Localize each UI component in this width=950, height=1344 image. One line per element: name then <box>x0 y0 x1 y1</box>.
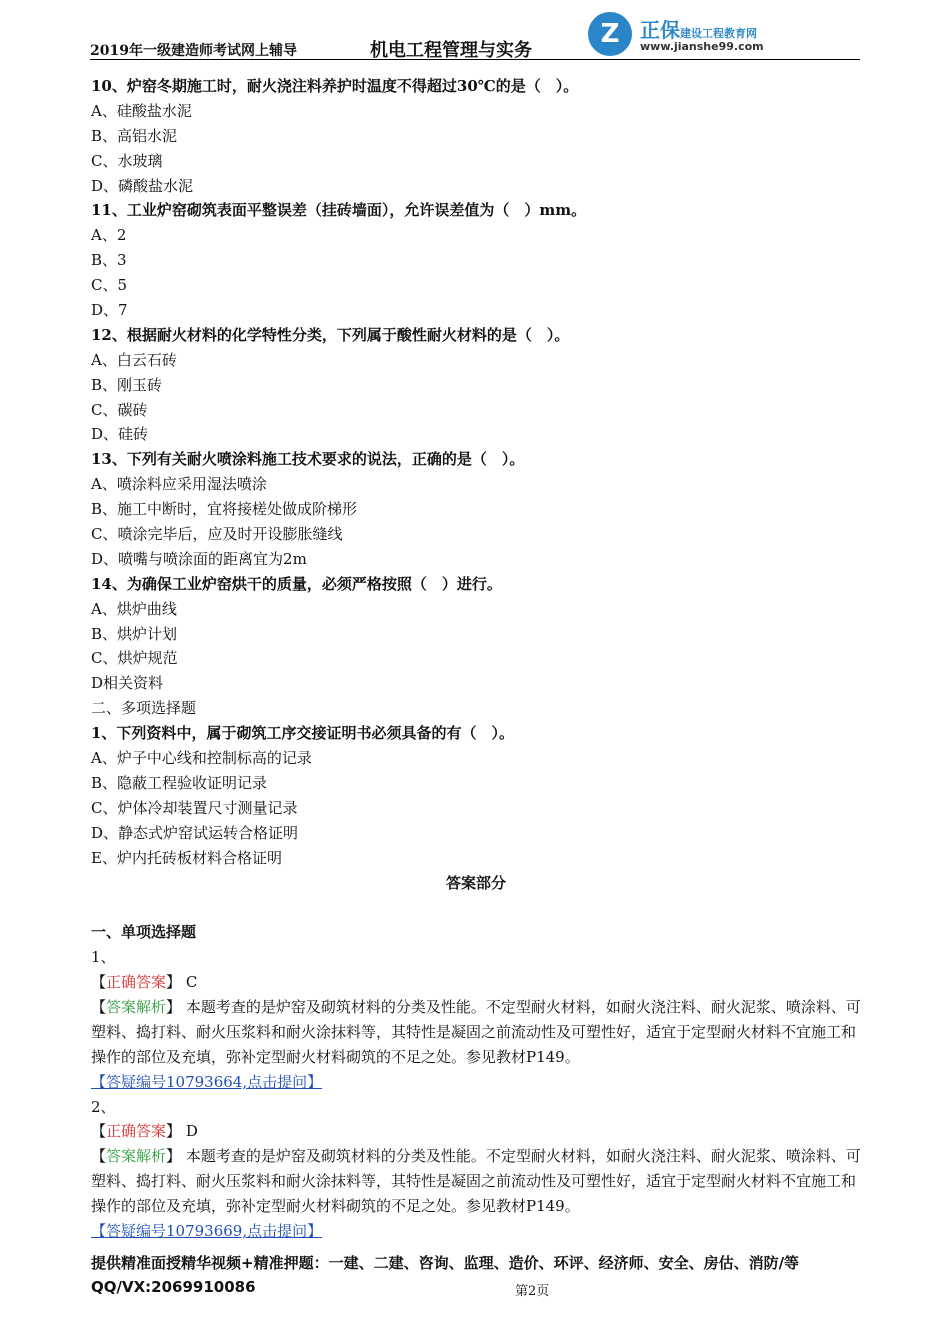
correct-answer-row: 【正确答案】 C <box>91 973 198 992</box>
option: A、烘炉曲线 <box>91 599 177 618</box>
page-footer <box>91 1252 861 1299</box>
option: C、5 <box>91 276 128 295</box>
correct-answer-value: C <box>185 973 198 992</box>
logo-brand <box>640 14 757 43</box>
document-body <box>91 74 861 1244</box>
option: C、炉体冷却装置尺寸测量记录 <box>91 798 298 817</box>
header-subject-title: 机电工程管理与实务 <box>370 40 532 61</box>
answers-section-title: 一、单项选择题 <box>91 923 197 942</box>
correct-answer-label: 正确答案 <box>106 1122 167 1141</box>
ask-question-link[interactable]: 【答疑编号10793664,点击提问】 <box>91 1072 323 1091</box>
logo-subtitle: 建设工程教育网 <box>680 27 757 40</box>
option: B、3 <box>91 251 127 270</box>
option: C、碳砖 <box>91 400 148 419</box>
question-stem: 10、炉窑冬期施工时，耐火浇注料养护时温度不得超过30℃的是（ ）。 <box>91 77 579 95</box>
option: B、施工中断时，宜将接槎处做成阶梯形 <box>91 500 358 519</box>
question-stem: 12、根据耐火材料的化学特性分类，下列属于酸性耐火材料的是（ ）。 <box>91 325 570 344</box>
option: D相关资料 <box>91 674 164 693</box>
option: D、磷酸盐水泥 <box>91 176 194 195</box>
option: A、硅酸盐水泥 <box>91 101 192 120</box>
option: D、喷嘴与喷涂面的距离宜为2m <box>91 549 307 568</box>
correct-answer-row: 【正确答案】 D <box>91 1122 198 1141</box>
option: E、炉内托砖板材料合格证明 <box>91 848 282 867</box>
question-stem: 14、为确保工业炉窑烘干的质量，必须严格按照（ ）进行。 <box>91 574 502 593</box>
analysis-text: 本题考查的是炉窑及砌筑材料的分类及性能。不定型耐火材料，如耐火浇注料、耐火泥浆、喷涂料、可塑料、捣打料、耐火压浆料和耐火涂抹料等，其特性是凝固之前流动性及可塑性好，适宜于定型耐火材料不宜施工和操作的部位及充填，弥补定型耐火材料砌筑的不足之处。参见教材P149。 <box>91 1147 861 1216</box>
option: C、喷涂完毕后，应及时开设膨胀缝线 <box>91 525 343 544</box>
header-course-title: 2019年一级建造师考试网上辅导 <box>90 43 297 59</box>
brand-logo[interactable] <box>588 12 778 62</box>
analysis-label: 答案解析 <box>106 1147 167 1166</box>
option: C、烘炉规范 <box>91 649 178 668</box>
option: B、刚玉砖 <box>91 375 163 394</box>
question-stem: 1、下列资料中，属于砌筑工序交接证明书必须具备的有（ ）。 <box>91 724 514 743</box>
option: B、烘炉计划 <box>91 624 178 643</box>
correct-answer-value: D <box>185 1122 198 1141</box>
logo-brand-name: 正保 <box>640 18 680 42</box>
option: A、白云石砖 <box>91 350 177 369</box>
question-stem: 13、下列有关耐火喷涂料施工技术要求的说法，正确的是（ ）。 <box>91 450 525 469</box>
option: C、水玻璃 <box>91 151 163 170</box>
option: B、隐蔽工程验收证明记录 <box>91 773 268 792</box>
analysis-text: 本题考查的是炉窑及砌筑材料的分类及性能。不定型耐火材料，如耐火浇注料、耐火泥浆、喷涂料、可塑料、捣打料、耐火压浆料和耐火涂抹料等，其特性是凝固之前流动性及可塑性好，适宜于定型耐火材料不宜施工和操作的部位及充填，弥补定型耐火材料砌筑的不足之处。参见教材P149。 <box>91 997 861 1066</box>
option: D、7 <box>91 301 128 320</box>
footer-ad: 提供精准面授精华视频+精准押题：一建、二建、咨询、监理、造价、环评、经济师、安全、房估、消防/等 <box>91 1254 800 1272</box>
option: D、静态式炉窑试运转合格证明 <box>91 823 299 842</box>
correct-answer-label: 正确答案 <box>106 973 167 992</box>
logo-mark-icon: Z <box>588 12 632 56</box>
option: B、高铝水泥 <box>91 126 178 145</box>
answer-number: 1、 <box>91 948 116 967</box>
option: A、炉子中心线和控制标高的记录 <box>91 749 312 768</box>
option: D、硅砖 <box>91 425 149 444</box>
question-stem: 11、工业炉窑砌筑表面平整误差（挂砖墙面），允许误差值为（ ）mm。 <box>91 201 587 220</box>
option: A、2 <box>91 226 127 245</box>
page-number: 第2页 <box>515 1284 550 1299</box>
analysis-label: 答案解析 <box>106 997 167 1016</box>
answer-analysis: 【答案解析】 本题考查的是炉窑及砌筑材料的分类及性能。不定型耐火材料，如耐火浇注料、耐火泥浆、喷涂料、可塑料、捣打料、耐火压浆料和耐火涂抹料等，其特性是凝固之前流动性及可塑性好，适宜于定型耐火材料不宜施工和操作的部位及充填，弥补定型耐火材料砌筑的不足之处。参见教材P149。 <box>91 997 861 1066</box>
ask-question-link[interactable]: 【答疑编号10793669,点击提问】 <box>91 1222 323 1241</box>
section-title: 二、多项选择题 <box>91 699 197 718</box>
footer-contact: QQ/VX:2069910086 <box>91 1278 256 1296</box>
answer-analysis: 【答案解析】 本题考查的是炉窑及砌筑材料的分类及性能。不定型耐火材料，如耐火浇注料、耐火泥浆、喷涂料、可塑料、捣打料、耐火压浆料和耐火涂抹料等，其特性是凝固之前流动性及可塑性好，适宜于定型耐火材料不宜施工和操作的部位及充填，弥补定型耐火材料砌筑的不足之处。参见教材P149。 <box>91 1147 861 1216</box>
logo-url: www.jianshe99.com <box>640 40 764 53</box>
answer-number: 2、 <box>91 1097 116 1116</box>
answers-title: 答案部分 <box>445 873 506 892</box>
option: A、喷涂料应采用湿法喷涂 <box>91 475 267 494</box>
